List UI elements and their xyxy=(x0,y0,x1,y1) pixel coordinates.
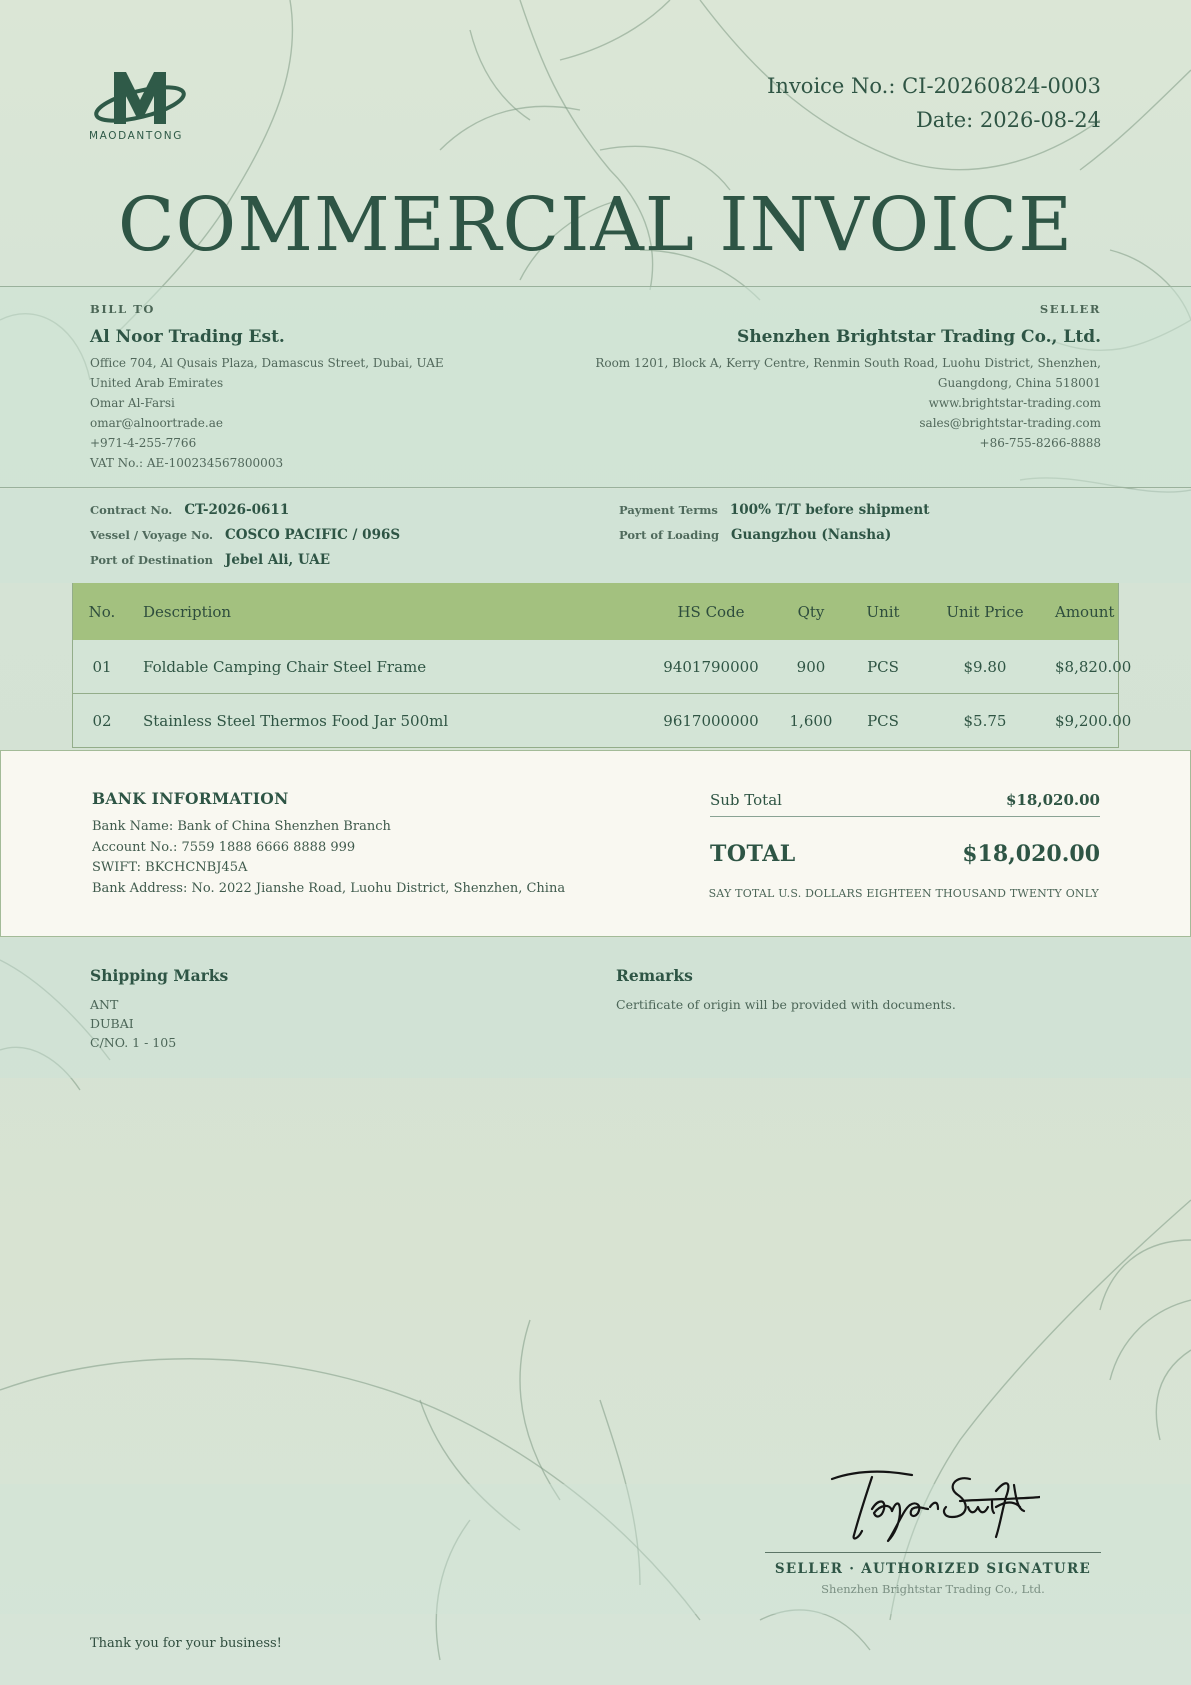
bank-info-lines xyxy=(92,817,565,899)
destination-label: Port of Destination xyxy=(90,553,213,567)
payment-terms-label: Payment Terms xyxy=(619,503,718,517)
subtotal-row xyxy=(710,791,1100,817)
col-header-description: Description xyxy=(143,602,232,621)
invoice-number: Invoice No.: CI-20260824-0003 xyxy=(767,74,1101,98)
seller-block xyxy=(581,302,1101,453)
seller-address-line-2: Guangdong, China 518001 xyxy=(937,376,1101,390)
bill-to-phone: +971-4-255-7766 xyxy=(90,436,197,450)
col-header-unit-price: Unit Price xyxy=(946,602,1024,621)
seller-address-line-1: Room 1201, Block A, Kerry Centre, Renmin South Road, Luohu District, Shenzhen, xyxy=(595,356,1101,370)
port-of-loading-value: Guangzhou (Nansha) xyxy=(731,527,892,543)
logo-text: MAODANTONG xyxy=(89,130,183,142)
payment-terms-value: 100% T/T before shipment xyxy=(729,502,930,518)
total-value: $18,020.00 xyxy=(962,841,1100,867)
cell-amount: $9,200.00 xyxy=(1055,711,1132,730)
page-title: COMMERCIAL INVOICE xyxy=(117,182,1074,268)
bank-swift: SWIFT: BKCHCNBJ45A xyxy=(92,860,248,875)
col-header-hs-code: HS Code xyxy=(677,602,745,621)
cell-no: 01 xyxy=(92,657,112,676)
total-label: TOTAL xyxy=(710,841,796,867)
cell-unit: PCS xyxy=(867,711,899,730)
invoice-date: Date: 2026-08-24 xyxy=(915,108,1101,132)
destination-value: Jebel Ali, UAE xyxy=(224,552,331,568)
signature-line xyxy=(765,1552,1101,1553)
bill-to-email: omar@alnoortrade.ae xyxy=(90,416,223,430)
cell-unit: PCS xyxy=(867,657,899,676)
bank-and-totals-section xyxy=(0,750,1191,937)
thank-you-note: Thank you for your business! xyxy=(90,1636,282,1651)
cell-unit-price: $5.75 xyxy=(963,711,1007,730)
payment-terms-row xyxy=(619,502,929,518)
cell-description: Stainless Steel Thermos Food Jar 500ml xyxy=(143,711,449,730)
seller-phone: +86-755-8266-8888 xyxy=(979,436,1101,450)
remarks-text: Certificate of origin will be provided with documents. xyxy=(616,997,956,1012)
shipping-marks-lines xyxy=(90,995,176,1052)
signature-label: SELLER · AUTHORIZED SIGNATURE xyxy=(774,1561,1092,1577)
vessel-label: Vessel / Voyage No. xyxy=(90,528,214,542)
seller-name: Shenzhen Brightstar Trading Co., Ltd. xyxy=(737,327,1101,347)
bill-to-name: Al Noor Trading Est. xyxy=(90,327,285,347)
seller-label: SELLER xyxy=(1039,302,1101,316)
bank-address: Bank Address: No. 2022 Jianshe Road, Luohu District, Shenzhen, China xyxy=(92,880,566,896)
vessel-value: COSCO PACIFIC / 096S xyxy=(225,527,401,543)
bank-account-no: Account No.: 7559 1888 6666 8888 999 xyxy=(92,839,356,855)
cell-qty: 900 xyxy=(796,657,826,676)
bill-to-country: United Arab Emirates xyxy=(90,376,224,390)
col-header-amount: Amount xyxy=(1055,602,1115,621)
port-of-loading-row xyxy=(619,527,891,543)
subtotal-label: Sub Total xyxy=(710,791,782,809)
bill-to-address: Office 704, Al Qusais Plaza, Damascus Street, Dubai, UAE xyxy=(90,356,444,370)
contract-details xyxy=(0,489,1191,583)
vessel-row xyxy=(90,527,400,543)
bank-name: Bank Name: Bank of China Shenzhen Branch xyxy=(92,819,391,834)
parties-section xyxy=(0,286,1191,488)
cell-hs-code: 9401790000 xyxy=(663,657,759,676)
marks-and-remarks-section xyxy=(0,938,1191,1078)
col-header-unit: Unit xyxy=(866,602,900,621)
bill-to-label: BILL TO xyxy=(90,302,156,316)
total-in-words: SAY TOTAL U.S. DOLLARS EIGHTEEN THOUSAND TWENTY ONLY xyxy=(708,887,1099,900)
seller-email: sales@brightstar-trading.com xyxy=(919,416,1101,430)
signature-company: Shenzhen Brightstar Trading Co., Ltd. xyxy=(821,1582,1045,1596)
subtotal-value: $18,020.00 xyxy=(1006,791,1100,809)
bill-to-block xyxy=(90,302,590,473)
contract-no-label: Contract No. xyxy=(90,503,173,517)
cell-description: Foldable Camping Chair Steel Frame xyxy=(143,657,427,676)
table-row xyxy=(73,640,1132,694)
contract-no-value: CT-2026-0611 xyxy=(184,502,290,518)
total-row xyxy=(710,841,1100,867)
handwritten-signature xyxy=(820,1465,1040,1545)
table-header xyxy=(73,583,1118,640)
shipping-mark-line: ANT xyxy=(90,997,119,1012)
remarks-title: Remarks xyxy=(616,966,693,985)
items-table xyxy=(72,583,1132,748)
seller-website: www.brightstar-trading.com xyxy=(928,396,1101,410)
shipping-mark-line: DUBAI xyxy=(90,1016,134,1031)
port-of-loading-label: Port of Loading xyxy=(619,528,720,542)
cell-no: 02 xyxy=(92,711,112,730)
bill-to-contact: Omar Al-Farsi xyxy=(90,396,175,410)
cell-amount: $8,820.00 xyxy=(1055,657,1132,676)
cell-unit-price: $9.80 xyxy=(963,657,1007,676)
destination-row xyxy=(90,552,330,568)
contract-no-row xyxy=(90,502,289,518)
shipping-marks-title: Shipping Marks xyxy=(90,966,229,985)
shipping-mark-line: C/NO. 1 - 105 xyxy=(90,1035,177,1050)
cell-hs-code: 9617000000 xyxy=(663,711,759,730)
bank-info-title: BANK INFORMATION xyxy=(92,789,289,808)
col-header-qty: Qty xyxy=(797,602,825,621)
col-header-no: No. xyxy=(88,602,116,621)
bill-to-vat: VAT No.: AE-100234567800003 xyxy=(90,456,284,470)
table-row xyxy=(73,694,1132,748)
cell-qty: 1,600 xyxy=(789,711,833,730)
